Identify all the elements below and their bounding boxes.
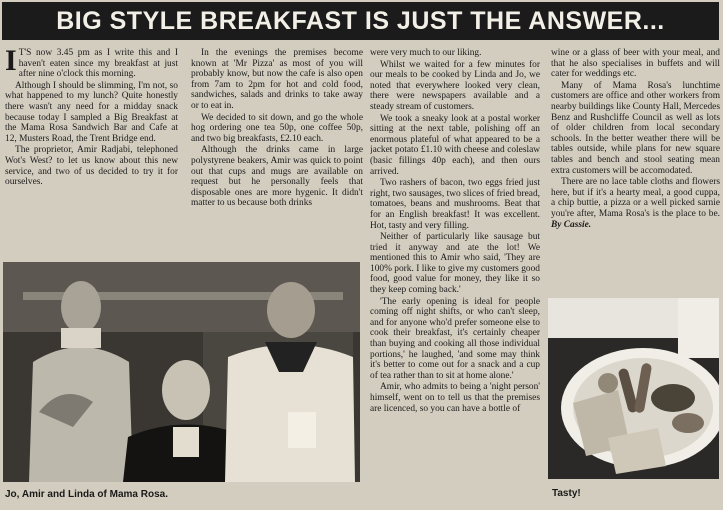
paragraph: wine or a glass of beer with your meal, and that he also specialises in buffets and will cater for weddings etc.: [551, 48, 720, 80]
staff-photo-image: [3, 262, 360, 482]
paragraph: The proprietor, Amir Radjabi, telephoned Wot's West? to let us know about this new service, and two of us decided to try it for ourselves.: [5, 145, 178, 188]
paragraph: Many of Mama Rosa's lunchtime customers are office and other workers from nearby buildings like County Hall, Mercedes Benz and Rushcliffe Council as well as lots of older children from local secondary schools. In the better weather there will be tables outside, while plans for new square tables and bench and stool seating mean extra customers will be accomodated.: [551, 80, 720, 176]
paragraph: Neither of particularly like sausage but tried it anyway and ate the lot! We mentioned this to Amir who said, 'They are 100% pork. I like to give my customers good food, good value for money, they like it so they keep coming back.': [370, 232, 540, 296]
paragraph: Amir, who admits to being a 'night person' himself, went on to tell us that the premises are licenced, so you can have a bottle of: [370, 382, 540, 414]
paragraph: Although the drinks came in large polystyrene beakers, Amir was quick to point out that cups and mugs are available on request but he personally feels that disposable ones are more hygenic. It didn't matter to us because both drinks: [191, 145, 363, 209]
article-column-2: [191, 48, 363, 254]
paragraph: We decided to sit down, and go the whole hog ordering one tea 50p, one coffee 50p, and two big breakfasts, £2.10 each.: [191, 112, 363, 144]
byline: By Cassie.: [551, 219, 592, 230]
drop-cap: I: [5, 48, 17, 77]
paragraph: 'The early opening is ideal for people coming off night shifts, or who can't sleep, and for anyone who'd prefer someone else to cook their breakfast, it's certainly cheaper than buying and cooking all those individual portions,' he laughed, 'and some may think it's better to come out for a snack and a cup of tea rather than to sit at home alone.': [370, 296, 540, 381]
article-column-1: [5, 48, 178, 254]
paragraph: Although I should be slimming, I'm not, so what happened to my lunch? Quite honestly there wasn't any need for a midday snack because today I sampled a Big Breakfast at the Mama Rosa Sandwich Bar and Cafe at 12, Musters Road, the Trent Bridge end.: [5, 80, 178, 144]
breakfast-photo: [548, 298, 719, 479]
paragraph: Whilst we waited for a few minutes for our meals to be cooked by Linda and Jo, we noted that everywhere looked very clean, there were newspapers available and a steady stream of customers.: [370, 59, 540, 112]
paragraph: I T'S now 3.45 pm as I write this and I haven't eaten since my breakfast at just after nine o'clock this morning.: [5, 48, 178, 80]
staff-photo: [3, 262, 360, 482]
breakfast-photo-image: [548, 298, 719, 479]
paragraph: There are no lace table cloths and flowers here, but if it's a hearty meal, a good cuppa, a chip buttie, a pizza or a well picked sarnie you're after, Mama Rosa's is the place to be. By Cassie.: [551, 177, 720, 230]
staff-photo-caption: Jo, Amir and Linda of Mama Rosa.: [5, 489, 168, 500]
paragraph: We took a sneaky look at a postal worker sitting at the next table, polishing off an enormous plateful of what appeared to be a jacket potato £1.10 with cheese and coleslaw (basic fillings 40p each), and then ours arrived.: [370, 113, 540, 177]
paragraph: Two rashers of bacon, two eggs fried just right, two sausages, two slices of fried bread, tomatoes, beans and mushrooms. Beat that for an English breakfast! It was excellent. Hot, tasty and very filling.: [370, 178, 540, 231]
paragraph: In the evenings the premises become known at 'Mr Pizza' as most of you will probably know, but now the cafe is also open from 7am to 2pm for hot and cold food, sandwiches, salads and drinks to take away or to eat in.: [191, 48, 363, 111]
article-column-3: [370, 48, 540, 510]
article-column-4: [551, 48, 720, 298]
breakfast-photo-caption: Tasty!: [552, 488, 581, 499]
headline: BIG STYLE BREAKFAST IS JUST THE ANSWER...: [2, 2, 719, 40]
paragraph: were very much to our liking.: [370, 48, 482, 58]
